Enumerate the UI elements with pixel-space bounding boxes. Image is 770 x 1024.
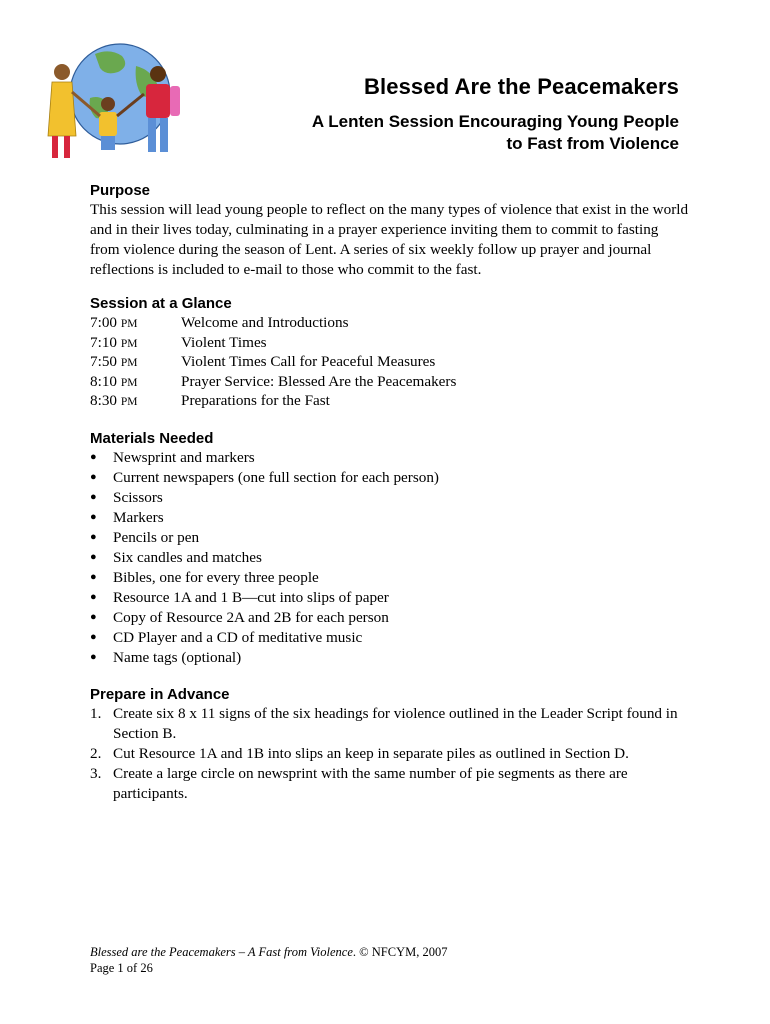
- document-subtitle-line-1: A Lenten Session Encouraging Young People: [311, 112, 679, 132]
- schedule-time: 7:10 PM: [90, 333, 138, 351]
- bullet-icon: ●: [90, 611, 97, 623]
- step-text: Create a large circle on newsprint with the same number of pie segments as there are participants.: [113, 765, 628, 802]
- schedule-activity: Violent Times: [181, 333, 267, 351]
- schedule-time: 7:50 PM: [90, 353, 138, 370]
- list-item: ● Scissors: [90, 489, 163, 506]
- session-at-a-glance-heading: Session at a Glance: [90, 295, 232, 312]
- figure-head: [150, 66, 166, 82]
- schedule-row: [90, 391, 456, 411]
- figure-head: [54, 64, 70, 80]
- bullet-icon: ●: [90, 531, 97, 543]
- list-item: ● Newsprint and markers: [90, 449, 255, 466]
- list-item: [90, 764, 690, 804]
- bullet-icon: ●: [90, 571, 97, 583]
- schedule-table: [90, 313, 456, 411]
- purpose-heading: Purpose: [90, 182, 151, 199]
- schedule-row: [90, 333, 456, 353]
- schedule-row: [90, 352, 456, 372]
- children-around-globe-illustration: [40, 36, 188, 168]
- bullet-icon: ●: [90, 511, 97, 523]
- schedule-activity: Preparations for the Fast: [181, 392, 330, 409]
- schedule-time: 7:00 PM: [90, 314, 138, 331]
- page-footer: [90, 944, 447, 976]
- step-text: Cut Resource 1A and 1B into slips an keep in separate piles as outlined in Section D.: [113, 745, 629, 762]
- figure-legs: [64, 136, 70, 158]
- list-item: [90, 744, 690, 764]
- figure-body: [48, 82, 76, 136]
- schedule-activity: Welcome and Introductions: [181, 314, 349, 331]
- schedule-activity: Violent Times Call for Peaceful Measures: [181, 353, 436, 370]
- step-number: 2.: [90, 745, 102, 762]
- step-number: 1.: [90, 705, 102, 722]
- bullet-icon: ●: [90, 451, 97, 463]
- bullet-icon: ●: [90, 471, 97, 483]
- step-text: Create six 8 x 11 signs of the six headings for violence outlined in the Leader Script found in Section B.: [113, 705, 678, 742]
- list-item: [90, 704, 690, 744]
- list-item: ● Current newspapers (one full section for each person): [90, 469, 439, 486]
- schedule-activity: Prayer Service: Blessed Are the Peacemakers: [181, 372, 457, 390]
- footer-citation: Blessed are the Peacemakers – A Fast from Violence. © NFCYM, 2007: [90, 945, 448, 959]
- bullet-icon: ●: [90, 631, 97, 643]
- purpose-paragraph: This session will lead young people to reflect on the many types of violence that exist in the world and in their lives today, culminating in a prayer experience inviting them to commit to fasting from violence during the season of Lent. A series of six weekly follow up prayer and journal reflections is included to e-mail to those who commit to the fast.: [90, 201, 689, 278]
- title-block: [312, 74, 679, 155]
- page-number: Page 1 of 26: [90, 961, 153, 975]
- materials-needed-heading: Materials Needed: [90, 430, 214, 447]
- list-item: ● Six candles and matches: [90, 549, 262, 566]
- list-item: ● Copy of Resource 2A and 2B for each person: [90, 609, 389, 626]
- list-item: ● CD Player and a CD of meditative music: [90, 629, 363, 646]
- prepare-steps-list: [90, 704, 690, 804]
- figure-body: [99, 112, 117, 136]
- figure-head: [101, 97, 115, 111]
- schedule-row: [90, 372, 456, 392]
- schedule-time: 8:10 PM: [90, 372, 138, 390]
- list-item: ● Resource 1A and 1 B—cut into slips of paper: [90, 589, 389, 606]
- schedule-row: [90, 313, 456, 333]
- bullet-icon: ●: [90, 551, 97, 563]
- bullet-icon: ●: [90, 651, 97, 663]
- prepare-in-advance-heading: Prepare in Advance: [90, 686, 230, 703]
- step-number: 3.: [90, 765, 102, 782]
- list-item: ● Pencils or pen: [90, 529, 200, 546]
- figure-legs: [52, 136, 58, 158]
- schedule-time: 8:30 PM: [90, 392, 138, 409]
- figure-legs: [160, 118, 168, 152]
- figure-legs: [101, 136, 115, 150]
- materials-list: [90, 448, 439, 668]
- bullet-icon: ●: [90, 491, 97, 503]
- list-item: ● Name tags (optional): [90, 649, 242, 666]
- list-item: ● Markers: [90, 509, 164, 526]
- figure-legs: [148, 118, 156, 152]
- list-item: ● Bibles, one for every three people: [90, 569, 319, 586]
- bullet-icon: ●: [90, 591, 97, 603]
- figure-pink: [170, 86, 180, 116]
- figure-body: [146, 84, 170, 118]
- document-title: Blessed Are the Peacemakers: [364, 74, 679, 99]
- document-subtitle-line-2: to Fast from Violence: [506, 134, 679, 154]
